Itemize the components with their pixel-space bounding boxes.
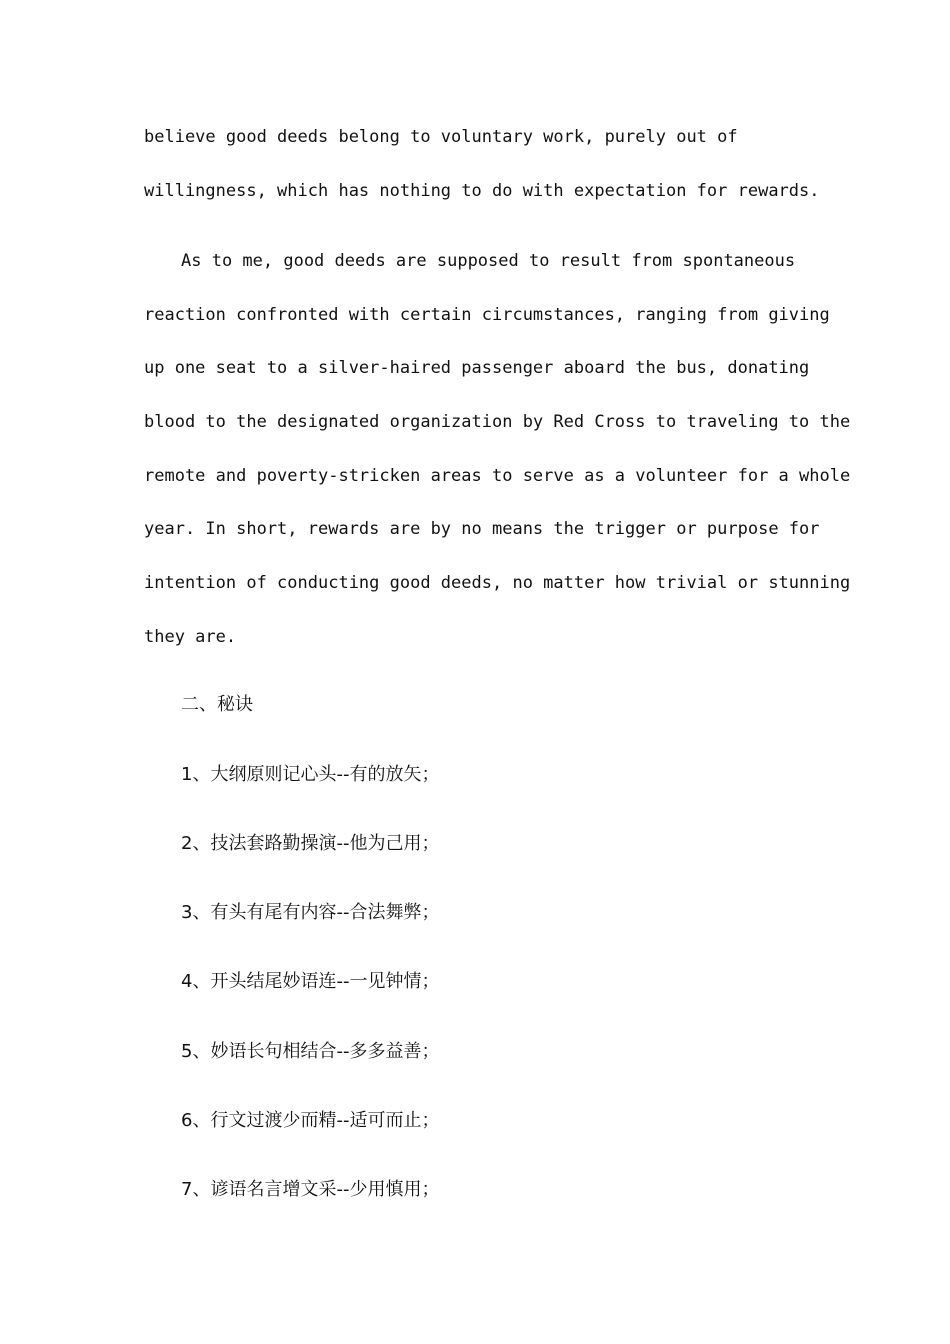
list-item: 3、有头有尾有内容--合法舞弊； <box>181 902 440 923</box>
paragraph-2-line-7: intention of conducting good deeds, no matter how trivial or stunning <box>144 573 851 593</box>
paragraph-2-line-6: year. In short, rewards are by no means the trigger or purpose for <box>144 519 820 539</box>
paragraph-2-line-8: they are. <box>144 627 237 647</box>
paragraph-1-line-1: believe good deeds belong to voluntary work, purely out of <box>144 127 738 147</box>
paragraph-2-line-3: up one seat to a silver-haired passenger aboard the bus, donating <box>144 358 810 378</box>
paragraph-2-line-1: As to me, good deeds are supposed to result from spontaneous <box>181 251 796 271</box>
list-item: 2、技法套路勤操演--他为己用； <box>181 833 440 854</box>
paragraph-1-line-2: willingness, which has nothing to do with expectation for rewards. <box>144 181 820 201</box>
paragraph-2-line-2: reaction confronted with certain circumstances, ranging from giving <box>144 305 830 325</box>
list-item: 7、谚语名言增文采--少用慎用； <box>181 1179 440 1200</box>
list-item: 4、开头结尾妙语连--一见钟情； <box>181 971 440 992</box>
section-heading: 二、秘诀 <box>181 694 253 715</box>
list-item: 1、大纲原则记心头--有的放矢； <box>181 764 440 785</box>
paragraph-2-line-4: blood to the designated organization by Red Cross to traveling to the <box>144 412 851 432</box>
list-item: 6、行文过渡少而精--适可而止； <box>181 1110 440 1131</box>
paragraph-2-line-5: remote and poverty-stricken areas to serve as a volunteer for a whole <box>144 466 851 486</box>
list-item: 5、妙语长句相结合--多多益善； <box>181 1041 440 1062</box>
